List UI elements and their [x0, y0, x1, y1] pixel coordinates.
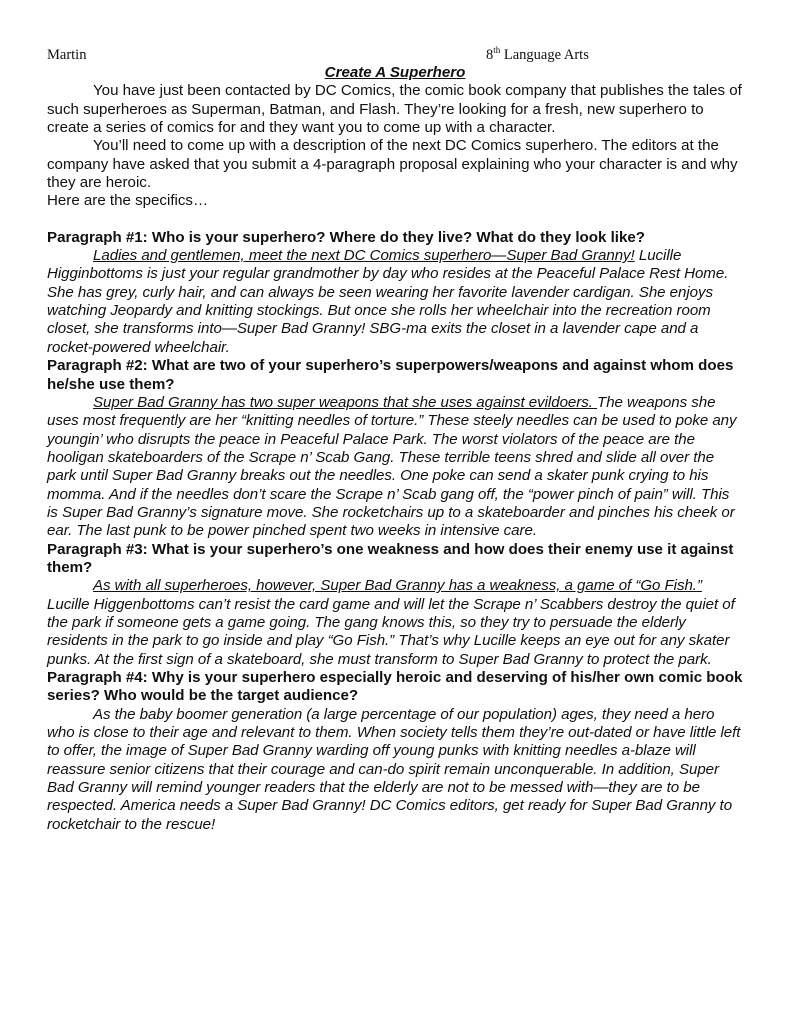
answer-1-body: Lucille Higginbottoms is just your regular grandmother by day who resides at the Peaceful Palace Rest Home. She has grey, curly hair, and can always be seen wearing her favorite lavender cardigan. She enjoys watching Jeopardy and knitting stockings. But once she rolls her wheelchair into the recreation room closet, she transforms into—Super Bad Granny! SBG-ma exits the closet in a lavender cape and a rocket-powered wheelchair. [47, 247, 729, 356]
question-1: Paragraph #1: Who is your superhero? Where do they live? What do they look like? [47, 228, 645, 246]
header-line [47, 46, 743, 64]
intro-paragraph-1: You have just been contacted by DC Comics, the comic book company that publishes the tales of such superheroes as Superman, Batman, and Flash. They’re looking for a fresh, new superhero to create a series of comics for and they want you to come up with a character. [47, 82, 742, 137]
answer-2 [47, 394, 743, 541]
answer-3 [47, 577, 743, 669]
course-label [486, 46, 589, 64]
intro-paragraph-3: Here are the specifics… [47, 192, 209, 210]
course-name: Language Arts [503, 47, 589, 63]
answer-2-lead: Super Bad Granny has two super weapons that she uses against evildoers. [93, 393, 598, 411]
answer-4 [47, 706, 743, 834]
answer-3-lead: As with all superheroes, however, Super Bad Granny has a weakness, a game of “Go Fish.” [93, 577, 702, 595]
spacer [47, 211, 743, 229]
answer-3-body: Lucille Higgenbottoms can’t resist the card game and will let the Scrape n’ Scabbers destroy the quiet of the park if someone gets a game going. The gang knows this, so they try to persuade the elderly residents in the park to go inside and play “Go Fish.” That’s why Lucille keeps an eye out for any skater punks. At the first sign of a skateboard, she must transform to Super Bad Granny to protect the park. [47, 595, 735, 668]
author-name: Martin [47, 47, 87, 63]
answer-4-body: As the baby boomer generation (a large percentage of our population) ages, they need a hero who is close to their age and relevant to them. When society tells them they’re out-dated or have little left to offer, the image of Super Bad Granny warding off young punks with knitting needles a-blaze will reassure senior citizens that their courage and can-do spirit remain unconquerable. In addition, Super Bad Granny will remind younger readers that the elderly are not to be messed with—they are to be respected. America needs a Super Bad Granny! DC Comics editors, get ready for Super Bad Granny to rocketchair to the rescue! [47, 705, 741, 833]
intro-paragraph-2: You’ll need to come up with a description of the next DC Comics superhero. The editors at the company have asked that you submit a 4-paragraph proposal explaining who your character is and why they are heroic. [47, 137, 738, 192]
question-4: Paragraph #4: Why is your superhero especially heroic and deserving of his/her own comic book series? Who would be the target audience? [47, 669, 743, 705]
grade-number: 8 [486, 47, 494, 63]
question-2: Paragraph #2: What are two of your superhero’s superpowers/weapons and against whom does he/she use them? [47, 357, 734, 393]
answer-2-body: The weapons she uses most frequently are her “knitting needles of torture.” These steely needles can be used to poke any youngin’ who disrupts the peace in Peaceful Palace Park. The worst violators of the peace are the hooligan skateboarders of the Scrape n’ Scab Gang. These terrible teens shred and slide all over the park until Super Bad Granny breaks out the needles. One poke can send a skater punk crying to his momma. And if the needles don’t scare the Scrape n’ Scab gang off, the “power pinch of pain” will. This is Super Bad Granny’s signature move. She rocketchairs up to a skateboarder and pinches his cheek or ear. The last punk to be power pinched spent two weeks in intensive care. [47, 393, 737, 540]
answer-1-lead: Ladies and gentlemen, meet the next DC Comics superhero—Super Bad Granny! [93, 247, 635, 265]
question-3: Paragraph #3: What is your superhero’s one weakness and how does their enemy use it against them? [47, 540, 734, 576]
document-title: Create A Superhero [324, 64, 466, 81]
answer-1 [47, 247, 743, 357]
grade-suffix: th [493, 45, 501, 56]
